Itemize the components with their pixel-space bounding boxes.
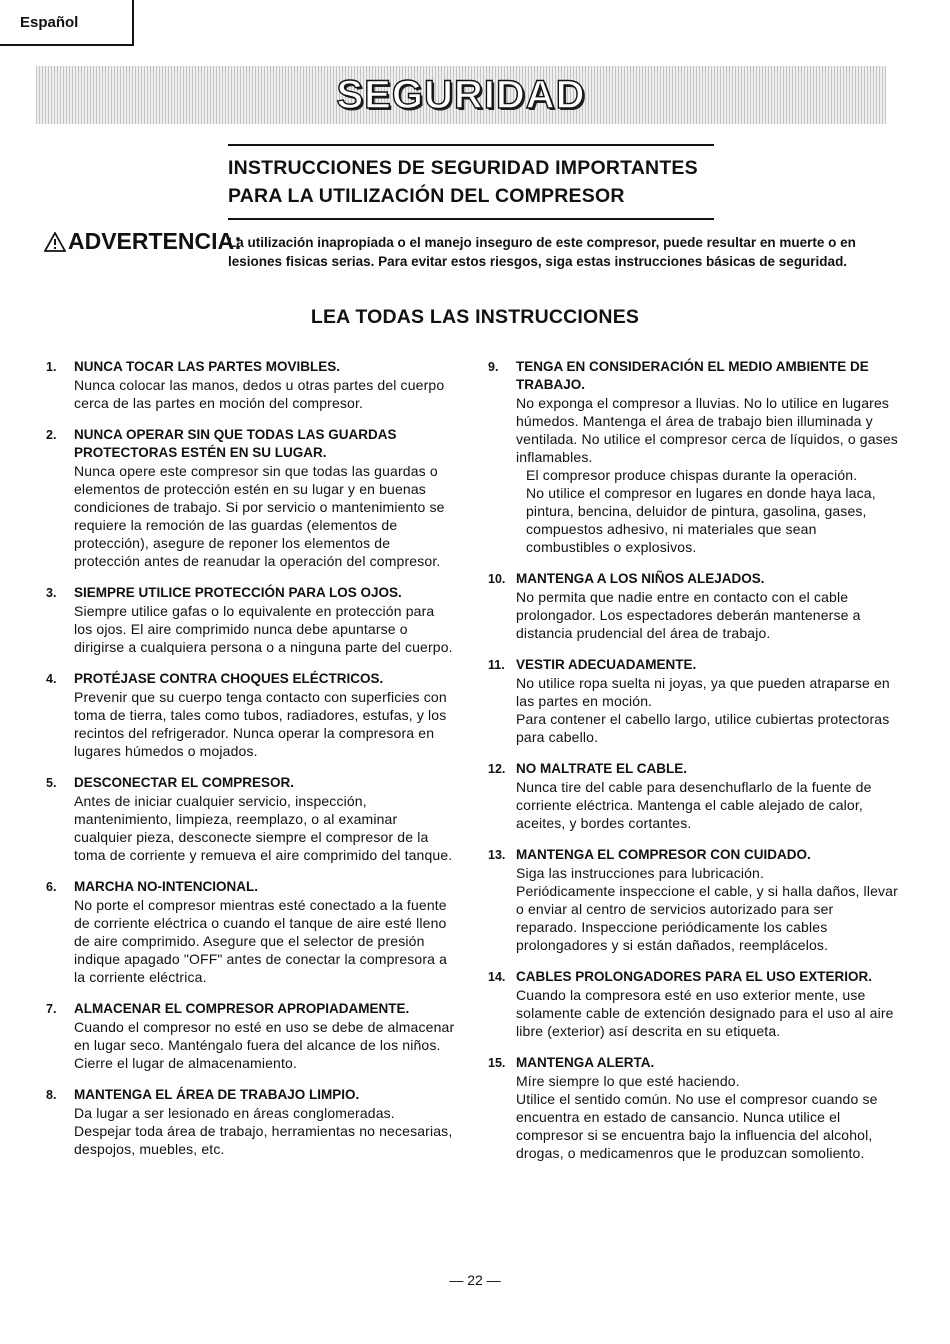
banner-title: SEGURIDAD — [336, 72, 586, 117]
instruction-heading — [488, 570, 898, 588]
instruction-number: 5. — [46, 776, 57, 790]
instruction-paragraph: Prevenir que su cuerpo tenga contacto con superficies con toma de tierra, tales como tubos, radiadores, estufas, y los recintos del refrigerador. Nunca operar la compresora en lugares húmedos o mojados. — [74, 689, 447, 759]
language-label: Español — [20, 14, 79, 31]
instruction-number: 13. — [488, 848, 506, 862]
safety-instructions-header — [228, 144, 714, 220]
instruction-paragraph: Da lugar a ser lesionado en áreas conglomeradas. Despejar toda área de trabajo, herramientas no necesarias, despojos, muebles, etc. — [74, 1105, 453, 1157]
instruction-body — [46, 896, 456, 986]
instruction-body — [488, 1072, 898, 1162]
instruction-number: 9. — [488, 360, 499, 374]
instruction-paragraph: No porte el compresor mientras esté conectado a la fuente de corriente eléctrica o cuando el tanque de aire esté lleno de aire comprimido. Asegure que el selector de presión indique apagado "OFF" antes de conectar la compresora a la corriente eléctrica. — [74, 897, 448, 985]
instruction-paragraph: Nunca colocar las manos, dedos u otras partes del cuerpo cerca de las partes en moción del compresor. — [74, 377, 445, 411]
instruction-paragraph: No permita que nadie entre en contacto con el cable prolongador. Los espectadores deberán mantenerse a distancia prudencial del área de trabajo. — [516, 589, 861, 641]
instruction-body — [46, 688, 456, 760]
warning-text: La utilización inapropiada o el manejo inseguro de este compresor, puede resultar en muerte o en lesiones fisicas serias. Para evitar estos riesgos, siga estas instrucciones básicas de seguridad. — [228, 235, 856, 269]
instruction-item — [46, 774, 456, 864]
instruction-title: MANTENGA EL COMPRESOR CON CUIDADO. — [516, 847, 811, 862]
instruction-heading — [46, 358, 456, 376]
instruction-heading — [488, 846, 898, 864]
instruction-number: 6. — [46, 880, 57, 894]
instruction-heading — [488, 760, 898, 778]
instruction-paragraph: No exponga el compresor a lluvias. No lo utilice en lugares húmedos. Mantenga el área de trabajo bien illuminada y ventilada. No utilice el compresor cerca de líquidos, o gases inflamables. — [516, 395, 898, 465]
header-line-2: PARA LA UTILIZACIÓN DEL COMPRESOR — [228, 185, 625, 207]
instruction-number: 1. — [46, 360, 57, 374]
instruction-heading — [46, 584, 456, 602]
instruction-paragraph: Para contener el cabello largo, utilice cubiertas protectoras para cabello. — [516, 711, 890, 745]
instruction-heading — [488, 656, 898, 674]
instruction-number: 4. — [46, 672, 57, 686]
instruction-heading — [46, 878, 456, 896]
instruction-item — [46, 1000, 456, 1072]
instruction-heading — [488, 358, 898, 394]
instruction-title: MANTENGA ALERTA. — [516, 1055, 655, 1070]
instruction-body — [46, 462, 456, 570]
instruction-heading — [488, 1054, 898, 1072]
instruction-title: NO MALTRATE EL CABLE. — [516, 761, 687, 776]
warning-triangle-icon — [44, 232, 66, 252]
instruction-title: CABLES PROLONGADORES PARA EL USO EXTERIOR. — [516, 969, 873, 984]
instruction-item — [488, 656, 898, 746]
left-column — [46, 358, 456, 1172]
instruction-paragraph: Antes de iniciar cualquier servicio, inspección, mantenimiento, limpieza, reemplazo, o al examinar cualquier pieza, desconecte siempre el compresor de la toma de corriente y remueva el aire comprimido del tanque. — [74, 793, 453, 863]
instruction-title: ALMACENAR EL COMPRESOR APROPIADAMENTE. — [74, 1001, 410, 1016]
instruction-item — [488, 846, 898, 954]
instruction-number: 2. — [46, 428, 57, 442]
instruction-number: 3. — [46, 586, 57, 600]
instruction-item — [46, 584, 456, 656]
instruction-title: TENGA EN CONSIDERACIÓN EL MEDIO AMBIENTE DE TRABAJO. — [516, 359, 869, 392]
instruction-title: VESTIR ADECUADAMENTE. — [516, 657, 697, 672]
instruction-item — [46, 878, 456, 986]
instruction-body — [46, 376, 456, 412]
instruction-item — [46, 670, 456, 760]
instruction-note: No utilice el compresor en lugares en donde haya laca, pintura, bencina, deluidor de pintura, gasolina, gases, compuestos adhesivo, ni materiales que sean combustibles o explosivos. — [526, 485, 876, 555]
instruction-item — [46, 358, 456, 412]
instruction-item — [488, 570, 898, 642]
instruction-title: PROTÉJASE CONTRA CHOQUES ELÉCTRICOS. — [74, 671, 384, 686]
instruction-number: 11. — [488, 658, 505, 672]
instruction-paragraph: Nunca tire del cable para desenchuflarlo de la fuente de corriente eléctrica. Mantenga el cable alejado de calor, aceites, y bordes cortantes. — [516, 779, 872, 831]
instruction-heading — [46, 670, 456, 688]
read-all-heading: LEA TODAS LAS INSTRUCCIONES — [310, 306, 640, 328]
instruction-paragraph: No utilice ropa suelta ni joyas, ya que pueden atraparse en las partes en moción. — [516, 675, 890, 709]
section-banner — [36, 66, 886, 124]
instruction-paragraph: Cuando el compresor no esté en uso se debe de almacenar en lugar seco. Manténgalo fuera del alcance de los niños. Cierre el lugar de almacenamiento. — [74, 1019, 455, 1071]
instruction-paragraph: Nunca opere este compresor sin que todas las guardas o elementos de protección estén en su lugar y en buenas condiciones de trabajo. Si por servicio o mantenimiento se requiere la remoción de las guardas (elementos de protección), asegure de reponer los elementos de protección antes de reanudar la operación del compresor. — [74, 463, 445, 569]
instruction-item — [488, 1054, 898, 1162]
instruction-number: 8. — [46, 1088, 57, 1102]
instruction-body — [488, 864, 898, 954]
instruction-title: NUNCA OPERAR SIN QUE TODAS LAS GUARDAS PROTECTORAS ESTÉN EN SU LUGAR. — [74, 427, 397, 460]
instruction-item — [46, 1086, 456, 1158]
instruction-body — [488, 778, 898, 832]
instruction-item — [488, 968, 898, 1040]
instruction-heading — [46, 1000, 456, 1018]
instruction-body — [488, 986, 898, 1040]
instruction-item — [488, 760, 898, 832]
instruction-number: 12. — [488, 762, 506, 776]
instruction-title: MANTENGA A LOS NIÑOS ALEJADOS. — [516, 571, 765, 586]
instruction-body — [488, 394, 898, 556]
instruction-body — [46, 1104, 456, 1158]
right-column — [488, 358, 898, 1176]
instruction-heading — [46, 774, 456, 792]
instruction-heading — [46, 426, 456, 462]
language-tab — [0, 0, 134, 46]
instruction-number: 15. — [488, 1056, 506, 1070]
instruction-paragraph: Cuando la compresora esté en uso exterior mente, use solamente cable de extención designado para el uso al aire libre (exterior) así descrita en su etiqueta. — [516, 987, 894, 1039]
header-line-1: INSTRUCCIONES DE SEGURIDAD IMPORTANTES — [228, 157, 698, 179]
warning-label — [44, 228, 242, 255]
instruction-body — [488, 588, 898, 642]
instruction-number: 10. — [488, 572, 506, 586]
instruction-title: DESCONECTAR EL COMPRESOR. — [74, 775, 295, 790]
instruction-number: 7. — [46, 1002, 57, 1016]
instruction-body — [46, 602, 456, 656]
instruction-paragraph: Míre siempre lo que esté haciendo. — [516, 1073, 740, 1089]
page-number: — 22 — — [449, 1272, 501, 1288]
instruction-paragraph: Utilice el sentido común. No use el compresor cuando se encuentra en estado de cansancio. Nunca utilice el compresor si se encuentra bajo la influencia del alcohol, drogas, o medicamenros que le produzcan somoliento. — [516, 1091, 878, 1161]
instruction-body — [46, 792, 456, 864]
instruction-item — [46, 426, 456, 570]
instruction-title: MANTENGA EL ÁREA DE TRABAJO LIMPIO. — [74, 1087, 360, 1102]
instruction-paragraph: Siempre utilice gafas o lo equivalente en protección para los ojos. El aire comprimido nunca debe apuntarse o dirigirse a cualquiera persona o a ninguna parte del cuerpo. — [74, 603, 453, 655]
instruction-title: NUNCA TOCAR LAS PARTES MOVIBLES. — [74, 359, 341, 374]
instruction-note: El compresor produce chispas durante la operación. — [526, 467, 858, 483]
warning-label-text: ADVERTENCIA: — [68, 228, 242, 254]
instruction-body — [46, 1018, 456, 1072]
instruction-item — [488, 358, 898, 556]
instruction-body — [488, 674, 898, 746]
instruction-heading — [488, 968, 898, 986]
instruction-heading — [46, 1086, 456, 1104]
instruction-number: 14. — [488, 970, 506, 984]
instruction-title: SIEMPRE UTILICE PROTECCIÓN PARA LOS OJOS. — [74, 585, 402, 600]
instruction-paragraph: Periódicamente inspeccione el cable, y si halla daños, llevar o enviar al centro de servicios autorizado para ser reparado. Inspeccione periódicamente los cables prolongadores y si están dañados, reemplácelos. — [516, 883, 898, 953]
instruction-paragraph: Siga las instrucciones para lubricación. — [516, 865, 765, 881]
instruction-title: MARCHA NO-INTENCIONAL. — [74, 879, 258, 894]
